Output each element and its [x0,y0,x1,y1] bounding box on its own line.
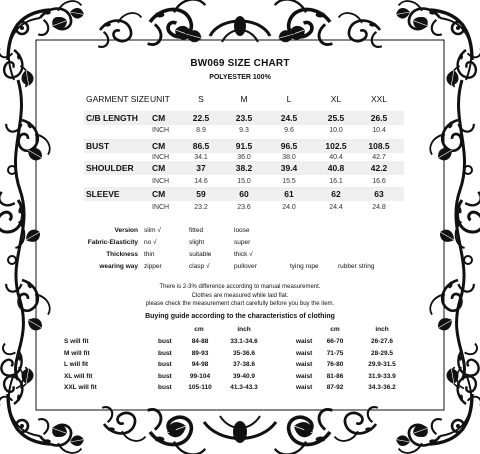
table-cell: 9.6 [284,127,294,134]
table-cell: 36.0 [237,154,251,161]
guide-cell: waist [296,372,313,380]
table-cell: 86.5 [192,141,210,151]
fabric-subtitle: POLYESTER 100% [209,74,271,81]
table-cell: 15.0 [237,178,251,185]
guide-size-label: XXL will fit [64,384,97,391]
col-header-unit: UNIT [150,94,170,104]
guide-col-inch: inch [237,326,251,333]
guide-col-inch-2: inch [375,326,389,333]
guide-cell: 81-86 [326,372,344,380]
attr-label-wearing-way: wearing way [99,263,138,270]
guide-cell: 66-70 [326,338,344,345]
table-cell: 38.2 [235,163,253,173]
attr-option: no √ [144,239,157,246]
table-cell: 16.6 [372,178,386,185]
table-cell: 15.5 [282,178,296,185]
guide-cell: 34.3-36.2 [368,384,396,391]
guide-cell: 28-29.5 [370,349,394,357]
buying-guide-title: Buying guide according to the characteristics of clothing [145,313,335,320]
attr-option: thick √ [234,251,253,258]
guide-cell: 76-80 [326,361,344,368]
guide-cell: 33.1-34.6 [230,338,258,345]
unit-inch: INCH [152,127,170,134]
guide-cell: waist [296,384,313,391]
guide-cell: 71-75 [326,349,344,357]
unit-inch: INCH [152,178,170,185]
row-label-shoulder: SHOULDER [86,163,134,173]
table-cell: 26.5 [370,113,388,123]
guide-col-cm: cm [194,326,204,333]
attr-option: pullover [234,263,257,270]
table-cell: 24.8 [372,204,386,211]
table-cell: 24.4 [329,204,343,211]
attr-option: rubber string [338,263,375,270]
table-cell: 23.5 [235,113,253,123]
table-cell: 42.2 [370,163,388,173]
col-header-l: L [286,94,292,104]
table-cell: 60 [239,189,249,199]
row-label-bust: BUST [86,141,110,151]
guide-cell: waist [296,338,313,345]
unit-inch: INCH [152,154,170,161]
row-label-cb-length: C/B LENGTH [86,113,138,123]
guide-cell: 26-27.6 [370,338,394,345]
guide-cell: 37-38.6 [232,361,256,368]
attr-option: fitted [189,227,204,234]
table-cell: 14.6 [194,178,208,185]
table-cell: 59 [196,189,206,199]
attr-option: tying rope [290,263,319,270]
table-cell: 10.0 [329,127,343,134]
table-cell: 9.3 [239,127,249,134]
unit-cm: CM [152,163,166,173]
table-cell: 8.9 [196,127,206,134]
guide-cell: 99-104 [189,372,211,380]
col-header-garment-size: GARMENT SIZE [86,94,150,104]
col-header-xl: XL [330,94,342,104]
table-cell: 108.5 [368,141,390,151]
attr-option: thin [144,251,155,258]
guide-cell: waist [296,349,313,357]
table-cell: 62 [331,189,341,199]
table-cell: 40.8 [327,163,345,173]
unit-cm: CM [152,141,166,151]
table-cell: 24.5 [280,113,298,123]
row-label-sleeve: SLEEVE [86,189,120,199]
guide-size-label: L will fit [64,361,89,368]
unit-cm: CM [152,113,166,123]
attr-label-version: Version [114,227,138,234]
guide-cell: bust [158,372,172,380]
guide-cell: 39-40.9 [232,372,256,380]
note-line: There is 2-3% difference according to manual measurement. [159,284,321,290]
guide-cell: 84-88 [191,338,209,345]
table-cell: 102.5 [325,141,347,151]
attr-label-thickness: Thickness [106,251,138,258]
guide-size-label: M will fit [64,349,90,357]
table-cell: 42.7 [372,154,386,161]
attr-option: zipper [144,263,162,270]
note-line: Clothes are measured while laid flat. [191,293,289,299]
guide-cell: waist [296,361,313,368]
chart-title: BW069 SIZE CHART [190,58,290,69]
attr-option: slight [189,239,205,246]
attr-option: super [234,239,251,246]
col-header-s: S [198,94,204,104]
table-cell: 24.0 [282,204,296,211]
table-cell: 37 [196,163,206,173]
col-header-m: M [240,94,248,104]
guide-cell: 87-92 [326,384,344,391]
table-cell: 25.5 [327,113,345,123]
attr-label-fabric-elasticity: Fabric-Elasticity [87,239,138,246]
table-cell: 40.4 [329,154,343,161]
guide-col-cm-2: cm [330,326,340,333]
attr-option: suitable [189,251,212,258]
guide-cell: 41.3-43.3 [230,384,258,391]
guide-cell: bust [158,349,172,357]
table-cell: 91.5 [235,141,253,151]
col-header-xxl: XXL [370,94,388,104]
table-cell: 96.5 [280,141,298,151]
guide-cell: bust [158,361,172,368]
unit-cm: CM [152,189,166,199]
table-cell: 10.4 [372,127,386,134]
unit-inch: INCH [152,204,170,211]
table-cell: 63 [374,189,384,199]
guide-cell: bust [158,384,172,391]
table-cell: 22.5 [192,113,210,123]
table-cell: 34.1 [194,154,208,161]
guide-cell: 94-98 [191,361,209,368]
guide-size-label: S will fit [64,338,89,345]
table-cell: 61 [284,189,294,199]
guide-cell: 29.9-31.5 [368,361,396,368]
guide-cell: 31.9-33.9 [368,372,396,380]
guide-cell: 35-36.6 [232,349,256,357]
attr-option: clasp √ [189,263,210,270]
guide-cell: bust [158,338,172,345]
table-cell: 39.4 [280,163,298,173]
attr-option: loose [234,227,250,234]
guide-cell: 105-110 [188,384,212,391]
attr-option: slim √ [144,227,161,234]
note-line: please check the measurement chart carefully before you buy the item. [145,301,335,307]
table-cell: 16.1 [329,178,343,185]
table-cell: 38.0 [282,154,296,161]
guide-cell: 89-93 [191,349,209,357]
table-cell: 23.6 [237,204,251,211]
guide-size-label: XL will fit [64,372,93,380]
table-cell: 23.2 [194,204,208,211]
